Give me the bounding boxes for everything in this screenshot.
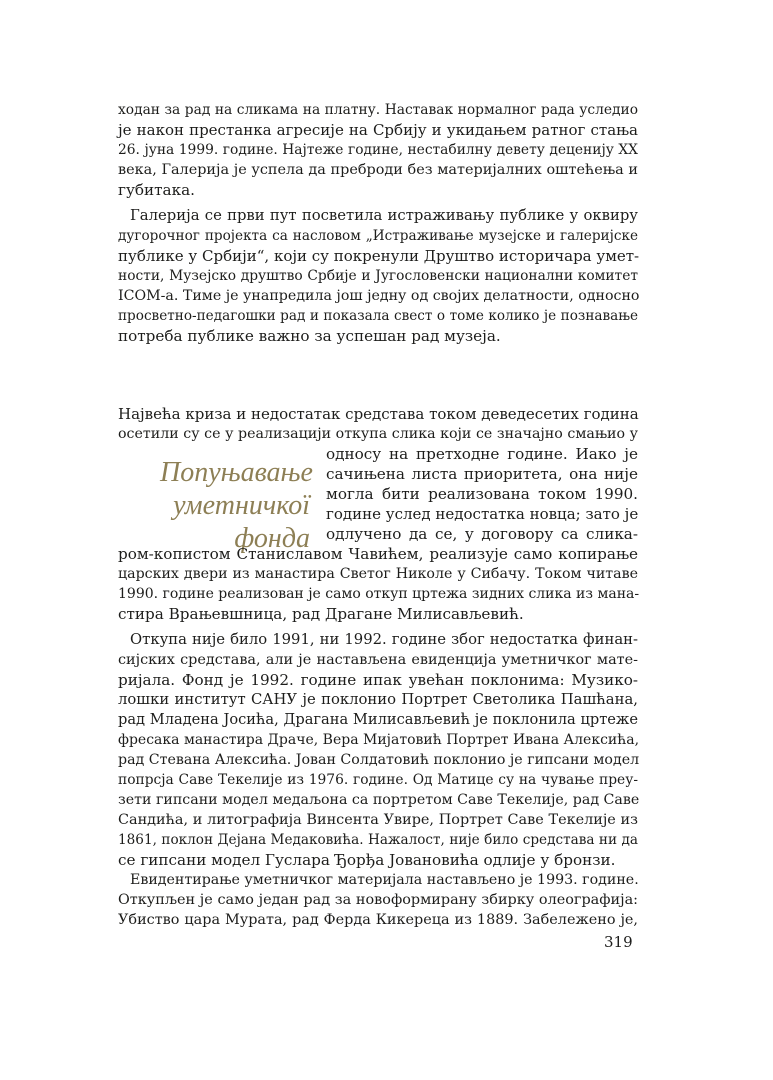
paragraph-line: 1861, поклон Дејана Медаковића. Нажалост, није било средстава ни да [118, 832, 638, 848]
paragraph-line: се гипсани модел Гуслара Ђорђа Јовановића одлије у бронзи. [118, 851, 616, 869]
paragraph-line: ром-копистом Станиславом Чавићем, реализује само копирање [118, 545, 638, 563]
section-heading [160, 456, 313, 555]
paragraph-line: године услед недостатка новца; зато је [326, 505, 639, 523]
paragraph-line: рад Стевана Алексића. Јован Солдатовић поклонио је гипсани модел [118, 752, 640, 768]
paragraph-line: сијских средстава, али је настављена евиденција уметничког мате- [118, 652, 638, 668]
paragraph-line: дугорочног пројекта са насловом „Истраживање музејске и галеријске [118, 228, 638, 244]
section-heading-line: уметничкої фонда [173, 490, 310, 554]
paragraph-line: ICOM-a. Тиме је унапредила још једну од својих делатности, односно [118, 288, 640, 304]
paragraph-line: публике у Србији“, који су покренули Друштво историчара умет- [118, 247, 640, 265]
section-heading-line: Попуњавање [160, 457, 313, 488]
paragraph-line: лошки институт САНУ је поклонио Портрет Светолика Пашћана, [118, 691, 638, 708]
paragraph-line: осетили су се у реализацији откупа слика који се значајно смањио у [118, 426, 638, 442]
paragraph-line: односу на претходне године. Иако је [326, 445, 638, 463]
paragraph-line: Сандића, и литографија Винсента Увире, Портрет Саве Текелије из [118, 812, 638, 828]
paragraph-line: одлучено да се, у договору са слика- [326, 525, 638, 543]
paragraph-line: рад Младена Јосића, Драгана Милисављевић је поклонила цртеже [118, 711, 638, 728]
paragraph-line: Убиство цара Мурата, рад Ферда Кикереца из 1889. Забележено је, [118, 912, 638, 928]
paragraph-line: стира Врањевшница, рад Драгане Милисављевић. [118, 605, 524, 623]
paragraph-line: Галерија се први пут посветила истраживању публике у оквиру [130, 207, 638, 224]
paragraph-line: ријала. Фонд је 1992. године ипак увећан поклонима: Музико- [118, 671, 638, 689]
paragraph-line: губитака. [118, 181, 195, 199]
paragraph-line: Евидентирање уметничког материјала настављено је 1993. године. [130, 872, 639, 888]
paragraph-line: Откупљен је само један рад за новоформирану збирку олеографија: [118, 892, 638, 908]
paragraph-line: је након престанка агресије на Србију и укидањем ратног стања [118, 121, 638, 139]
paragraph-line: зети гипсани модел медаљона са портретом Саве Текелије, рад Саве [118, 792, 640, 808]
paragraph-line: попрсја Саве Текелије из 1976. године. Од Матице су на чување преу- [118, 772, 638, 788]
paragraph-line: ности, Музејско друштво Србије и Југословенски национални комитет [118, 268, 638, 284]
paragraph-line: века, Галерија је успела да преброди без материјалних оштећења и [118, 162, 638, 178]
paragraph-line: царских двери из манастира Светог Николе у Сибачу. Током читаве [118, 566, 638, 582]
paragraph-line: Откупа није било 1991, ни 1992. године због недостатка финан- [130, 631, 638, 648]
paragraph-line: просветно-педагошки рад и показала свест о томе колико је познавање [118, 308, 638, 324]
paragraph-line: ходан за рад на сликама на платну. Наставак нормалног рада уследио [118, 102, 638, 118]
paragraph-line: потреба публике важно за успешан рад музеја. [118, 327, 501, 345]
paragraph-line: фресака манастира Драче, Вера Мијатовић Портрет Ивана Алексића, [118, 732, 640, 748]
paragraph-line: 1990. године реализован је само откуп цртежа зидних слика из мана- [118, 586, 640, 602]
paragraph-line: Највећа криза и недостатак средстава током деведесетих година [118, 405, 639, 423]
paragraph-line: 26. јуна 1999. године. Најтеже године, нестабилну девету деценију XX [118, 142, 638, 158]
page-number: 319 [604, 933, 633, 951]
paragraph-line: могла бити реализована током 1990. [326, 485, 638, 503]
paragraph-line: сачињена листа приоритета, она није [326, 465, 638, 483]
